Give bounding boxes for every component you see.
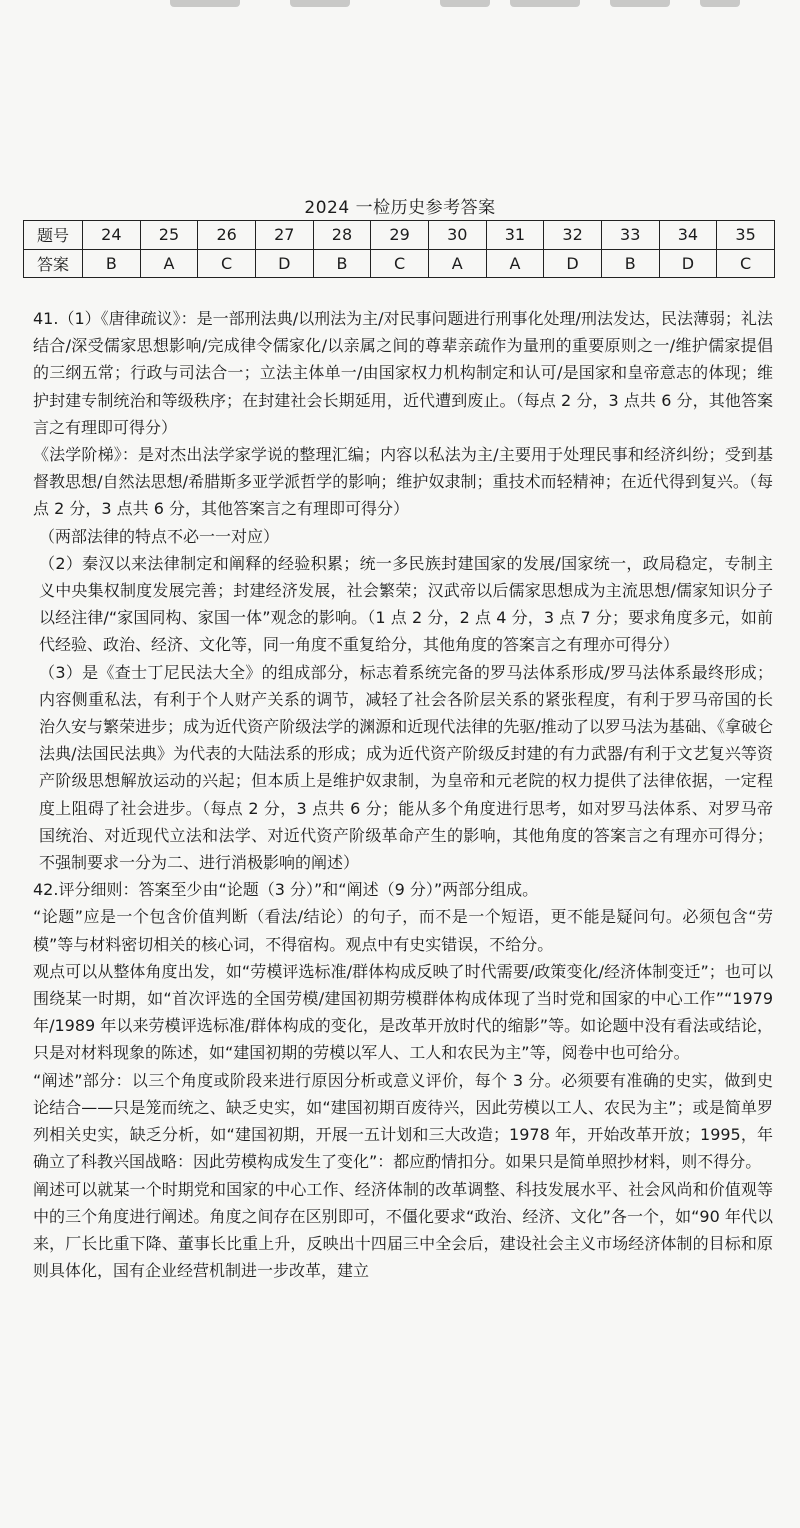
q42-thesis-examples: 观点可以从整体角度出发，如“劳模评选标准/群体构成反映了时代需要/政策变化/经济体制变迁”；也可以围绕某一时期，如“首次评选的全国劳模/建国初期劳模群体构成体现了当时党和国家的中心工作”“1979 年/1989 年以来劳模评选标准/群体构成的变化，是改革开放时代的缩影”等。如论题中没有看法或结论，只是对材料现象的陈述，如“建国初期的劳模以军人、工人和农民为主”等，阅卷中也可给分。 (33, 961, 773, 1063)
answer-cell: C (198, 249, 256, 278)
answer-cell: D (659, 249, 717, 278)
question-number-cell: 29 (371, 221, 429, 250)
question-number-row (24, 221, 775, 250)
question-number-cell: 25 (140, 221, 198, 250)
row-label: 答案 (24, 249, 83, 278)
q42-elaboration-rule: “阐述”部分：以三个角度或阶段来进行原因分析或意义评价，每个 3 分。必须要有准确的史实，做到史论结合——只是笼而统之、缺乏史实，如“建国初期百废待兴，因此劳模以工人、农民为主”；或是简单罗列相关史实，缺乏分析，如“建国初期，开展一五计划和三大改造；1978 年，开始改革开放；1995，年确立了科教兴国战略：因此劳模构成发生了变化”：都应酌情扣分。如果只是简单照抄材料，则不得分。 (33, 1070, 773, 1172)
answer-row (24, 249, 775, 278)
question-number-cell: 26 (198, 221, 256, 250)
cropped-header-fragment (0, 0, 800, 12)
answer-key-table (23, 220, 775, 278)
q41-part2: （2）秦汉以来法律制定和阐释的经验积累；统一多民族封建国家的发展/国家统一，政局稳定，专制主义中央集权制度发展完善；封建经济发展，社会繁荣；汉武帝以后儒家思想成为主流思想/儒家知识分子以经注律/“家国同构、家国一体”观念的影响。（1 点 2 分，2 点 4 分，3 点 7 分；要求角度多元，如前代经验、政治、经济、文化等，同一角度不重复给分，其他角度的答案言之有理亦可得分） (39, 553, 773, 655)
question-number-cell: 34 (659, 221, 717, 250)
q41-note: （两部法律的特点不必一一对应） (39, 526, 280, 546)
question-number-cell: 31 (486, 221, 544, 250)
question-number-cell: 33 (601, 221, 659, 250)
q42-thesis-rule: “论题”应是一个包含价值判断（看法/结论）的句子，而不是一个短语，更不能是疑问句。必须包含“劳模”等与材料密切相关的核心词，不得宿构。观点中有史实错误，不给分。 (33, 907, 773, 954)
answer-cell: A (486, 249, 544, 278)
answer-cell: C (371, 249, 429, 278)
answer-cell: B (83, 249, 141, 278)
q41-part1-institutes: 《法学阶梯》：是对杰出法学家学说的整理汇编；内容以私法为主/主要用于处理民事和经济纠纷；受到基督教思想/自然法思想/希腊斯多亚学派哲学的影响；维护奴隶制；重技术而轻精神；在近代得到复兴。（每点 2 分，3 点共 6 分，其他答案言之有理即可得分） (33, 445, 773, 519)
q42-elaboration-examples: 阐述可以就某一个时期党和国家的中心工作、经济体制的改革调整、科技发展水平、社会风尚和价值观等中的三个角度进行阐述。角度之间存在区别即可，不僵化要求“政治、经济、文化”各一个，如“90 年代以来，厂长比重下降、董事长比重上升，反映出十四届三中全会后，建设社会主义市场经济体制的目标和原则具体化，国有企业经营机制进一步改革，建立 (33, 1179, 773, 1281)
q41-part3: （3）是《查士丁尼民法大全》的组成部分，标志着系统完备的罗马法体系形成/罗马法体系最终形成；内容侧重私法，有利于个人财产关系的调节，减轻了社会各阶层关系的紧张程度，有利于罗马帝国的长治久安与繁荣进步；成为近代资产阶级法学的渊源和近现代法律的先驱/推动了以罗马法为基础、《拿破仑法典/法国民法典》为代表的大陆法系的形成；成为近代资产阶级反封建的有力武器/有利于文艺复兴等资产阶级思想解放运动的兴起；但本质上是维护奴隶制，为皇帝和元老院的权力提供了法律依据，一定程度上阻碍了社会进步。（每点 2 分，3 点共 6 分；能从多个角度进行思考，如对罗马法体系、对罗马帝国统治、对近现代立法和法学、对近代资产阶级革命产生的影响，其他角度的答案言之有理亦可得分；不强制要求一分为二、进行消极影响的阐述） (39, 662, 773, 873)
question-number-cell: 24 (83, 221, 141, 250)
answer-cell: B (601, 249, 659, 278)
question-number-cell: 28 (313, 221, 371, 250)
answer-cell: B (313, 249, 371, 278)
question-number-cell: 35 (717, 221, 775, 250)
q41-part1-tanglv: 41.（1）《唐律疏议》：是一部刑法典/以刑法为主/对民事问题进行刑事化处理/刑法发达，民法薄弱；礼法结合/深受儒家思想影响/完成律令儒家化/以亲属之间的尊辈亲疏作为量刑的重要原则之一/维护儒家提倡的三纲五常；行政与司法合一；立法主体单一/由国家权力机构制定和认可/是国家和皇帝意志的体现；维护封建专制统治和等级秩序；在封建社会长期延用，近代遭到废止。（每点 2 分，3 点共 6 分，其他答案言之有理即可得分） (33, 309, 773, 437)
row-label: 题号 (24, 221, 83, 250)
answer-cell: A (140, 249, 198, 278)
question-number-cell: 32 (544, 221, 602, 250)
answer-cell: D (255, 249, 313, 278)
answer-cell: D (544, 249, 602, 278)
q42-rubric: 42.评分细则：答案至少由“论题（3 分）”和“阐述（9 分）”两部分组成。 (33, 880, 539, 900)
question-number-cell: 30 (428, 221, 486, 250)
page-title: 2024 一检历史参考答案 (304, 198, 496, 218)
answer-cell: A (428, 249, 486, 278)
answer-cell: C (717, 249, 775, 278)
answer-explanations (33, 305, 773, 1284)
question-number-cell: 27 (255, 221, 313, 250)
